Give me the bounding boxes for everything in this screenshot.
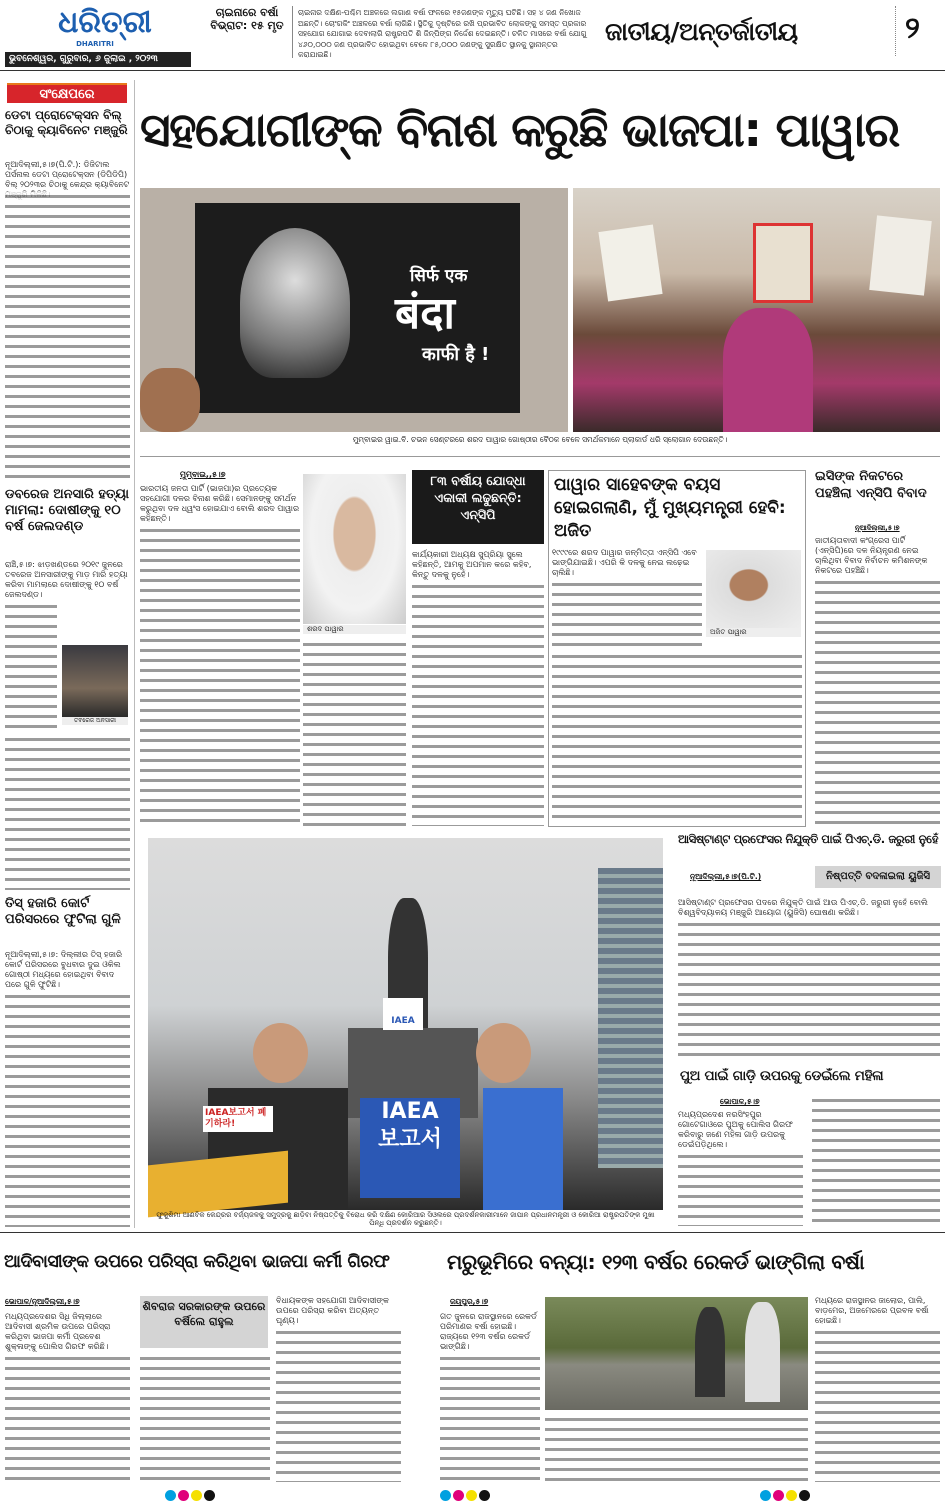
photo-caption: ଶରଦ ପାୱାର [303, 625, 406, 634]
lead-photo-supporters [573, 188, 940, 432]
page-number: ୨ [905, 11, 920, 46]
brief-photo-caption: ତବରେଜ ଅନସାରୀ [62, 717, 128, 725]
brief-body: ରାଞ୍ଚି,୫।୭: ଝାଡ଼ଖଣ୍ଡରେ ୨୦୧୯ ଜୁନରେ ତବରେଜ ଅନସାରୀଙ୍କୁ ମାଡ଼ ମାରି ହତ୍ୟା କରିବା ମାମଲାରେ ଦୋଷୀଙ୍କୁ ୧୦ ବର୍ଷ ଜେଲଦଣ୍ଡ। [5, 560, 128, 599]
divider [140, 456, 940, 457]
ajit-body-lines [552, 652, 802, 824]
flood-headline: ମରୁଭୂମିରେ ବନ୍ୟା: ୧୨୩ ବର୍ଷର ରେକର୍ଡ ଭାଙ୍ଗିଲା ବର୍ଷା [447, 1250, 865, 1274]
ajit-pawar-photo [706, 550, 801, 628]
ajit-body-lines [552, 580, 702, 650]
flood-body-lines [545, 1415, 808, 1482]
lead-photo-caption: ମୁମ୍ବାଇର ୱାଇ.ବି. ଚଭନ ସେଣ୍ଟରରେ ଶରଦ ପାୱାର ଗୋଷ୍ଠୀର ବୈଠକ ବେଳେ ସମର୍ଥକମାନେ ପ୍ଲାକାର୍ଡ ଧରି ସ୍ଲୋଗାନ ଦେଉଛନ୍ତି। [352, 435, 728, 444]
mother-headline: ପୁଅ ପାଇଁ ଗାଡ଼ି ଉପରକୁ ଡେଇଁଲେ ମହିଳା [680, 1068, 884, 1084]
quote-box: ୮୩ ବର୍ଷୀୟ ଯୋଦ୍ଧା ଏକାକୀ ଲଢୁଛନ୍ତି: ଏନ୍‌ସିପି [412, 470, 544, 544]
lead-dateline: ମୁମ୍ବାଇ,,୫।୭ [180, 470, 226, 479]
briefs-label: ସଂକ୍ଷେପରେ [7, 83, 127, 103]
color-registration-marks [440, 1486, 492, 1505]
divider [895, 6, 896, 56]
brief-body: ନୂଆଦିଲ୍ଲୀ,୫।୭: ଦିଲ୍ଲୀର ତିସ୍ ହଜାରି କୋର୍ଟ ପରିସରରେ ବୁଧବାର ଦୁଇ ଓକିଲ ଗୋଷ୍ଠୀ ମଧ୍ୟରେ ହୋଇଥିବା ବିବାଦ ପରେ ଗୁଳି ଫୁଟିଛି। [5, 950, 123, 989]
flood-dateline: ଜୟପୁର,୫।୭ [450, 1297, 489, 1306]
teaser-text: ଚାଇନାର ଦକ୍ଷିଣ-ପଶ୍ଚିମ ଅଞ୍ଚଳରେ ଲଗାଣ ବର୍ଷା ଫଳରେ ୧୫ଜଣଙ୍କ ମୃତ୍ୟୁ ଘଟିଛି। ସହ ୪ ଜଣ ନିଖୋଜ ଅଛନ୍ତି। ଚୋଂଗକିଂ ଅଞ୍ଚଳରେ ବର୍ଷା ଲାଗିଛି। ସ୍ଥିତିକୁ ଦୃଷ୍ଟିରେ ରଖି ପ୍ରଭାବିତ ଲୋକଙ୍କୁ ସମସ୍ତ ପ୍ରକାର ସହଯୋଗ ଯୋଗାଇ ଦେବାଲାଗି ରାଷ୍ଟ୍ରପତି ଶି ଜିନ୍‌ପିଙ୍ଗ ନିର୍ଦ୍ଦେଶ ଦେଇଛନ୍ତି। ଚଳିତ ମାସରେ ବର୍ଷା ଯୋଗୁ ୪୬୦,୦୦୦ ଜଣ ପ୍ରଭାବିତ ହୋଇଥିବା ବେଳେ ୮୫,୦୦୦ ଜଣଙ୍କୁ ସୁରକ୍ଷିତ ସ୍ଥାନକୁ ସ୍ଥାନାନ୍ତର କରାଯାଇଛି। [298, 8, 587, 59]
quote-body: କାର୍ଯ୍ୟକାରୀ ଅଧ୍ୟକ୍ଷ ସୁପ୍ରିୟା ସୁଲେ କହିଛନ୍ତି, ଆମକୁ ଅପମାନ କରେ କହିବ, କିନ୍ତୁ ଦଳକୁ ନୁହେଁ। [412, 550, 532, 579]
flood-body-lines [440, 1354, 540, 1482]
mother-body-lines [812, 1096, 940, 1226]
column-divider [134, 80, 135, 1228]
flood-body2: ମଧ୍ୟରେ ରାଜସ୍ଥାନର ଜାଲୋର, ପାଲି, ବାଡ଼ମେର, ଅଜମେରରେ ପ୍ରବଳ ବର୍ଷା ହୋଇଛି। [815, 1296, 929, 1325]
ec-body-lines [815, 578, 940, 826]
phd-body: ଆସିଷ୍ଟାଣ୍ଟ ପ୍ରଫେସର ପଦରେ ନିଯୁକ୍ତି ପାଇଁ ଆଉ ପିଏଚ୍‌.ଡି. ଜରୁରୀ ନୁହେଁ ବୋଲି ବିଶ୍ୱବିଦ୍ୟାଳୟ ମଞ୍ଜୁରି ଆୟୋଗ (ୟୁଜିସି) ଘୋଷଣା କରିଛି। [678, 898, 928, 917]
lead-body-lines [303, 640, 406, 826]
brief-headline: ତିସ୍ ହଜାରି କୋର୍ଟ ପରିସରରେ ଫୁଟିଲା ଗୁଳି [5, 896, 121, 927]
placard-text: काफी है ! [422, 344, 490, 365]
protest-sign: IAEA 보고서 [360, 1098, 460, 1198]
lead-photo-placard [140, 188, 568, 432]
flood-photo [545, 1297, 808, 1410]
masthead-logo: ଧରିତ୍ରୀ DHARITRI [58, 5, 152, 48]
urination-body: ମଧ୍ୟପ୍ରଦେଶର ସିଧି ଜିଲ୍ଲାରେ ଆଦିବାସୀ ଶ୍ରମିକ ଉପରେ ପରିସ୍ରା କରିଥିବା ଭାଜପା କର୍ମୀ ପ୍ରବେଶ ଶୁକ୍ଳାଙ୍କୁ ପୋଲିସ ଗିରଫ କରିଛି। [5, 1312, 111, 1351]
divider [292, 6, 293, 58]
flood-body: ଗତ ଜୁନରେ ରାଜସ୍ଥାନରେ ରେକର୍ଡ ପରିମାଣର ବର୍ଷା ହୋଇଛି। ରାଜ୍ୟରେ ୧୨୩ ବର୍ଷର ରେକର୍ଡ ଭାଙ୍ଗିଛି। [440, 1312, 537, 1351]
section-rule [0, 1232, 945, 1233]
brief-body-lines [5, 192, 130, 482]
brief-headline: ଡେଟା ପ୍ରୋଟେକ୍ସନ ବିଲ୍‌ ଚିଠାକୁ କ୍ୟାବିନେଟ ମଞ୍ଜୁରି [5, 108, 128, 137]
placard-text: सिर्फ एक [410, 266, 468, 286]
brief-headline: ଡବରେଜ ଅନସାରି ହତ୍ୟା ମାମଲା: ଦୋଷୀଙ୍କୁ ୧୦ ବର୍ଷ ଜେଲଦଣ୍ଡ [5, 487, 129, 534]
quote-body-lines [412, 582, 544, 826]
brief-photo [62, 645, 128, 717]
mother-body-lines [678, 1152, 803, 1226]
mother-dateline: ଭୋପାଳ,୫।୭ [720, 1097, 760, 1106]
ec-body: ଜାତୀୟତାବାଦୀ କଂଗ୍ରେସ ପାର୍ଟି (ଏନ୍‌ସିପି)ରେ ଦଳ ନିୟନ୍ତ୍ରଣ ନେଇ ଚାଲିଥିବା ବିବାଦ ନିର୍ବାଚନ କମିଶନଙ୍କ ନିକଟରେ ପହଞ୍ଚିଛି। [815, 536, 928, 575]
urination-body-lines [276, 1328, 401, 1482]
phd-subhead: ନିଷ୍ପତ୍ତି ବଦଳାଇଲା ୟୁଜିସି [815, 866, 941, 888]
urination-body2: ବିଧାୟକଙ୍କ ସହଯୋଗୀ ଆଦିବାସୀଙ୍କ ଉପରେ ପରିସ୍ରା କରିବା ଅତ୍ୟନ୍ତ ଘୃଣ୍ୟ। [276, 1296, 389, 1325]
protest-sign: IAEA [383, 998, 423, 1030]
brief-body: ନୂଆଦିଲ୍ଲୀ,୫।୭(ପି.ଟି.): ଡିଜିଟାଲ ପର୍ସନାଲ ଡେଟା ପ୍ରୋଟେକ୍ସନ (ଡିପିଡିପି) ବିଲ୍‌ ୨୦୨୩ର ଚିଠାକୁ କେନ୍ଦ୍ର କ୍ୟାବିନେଟ [5, 160, 130, 189]
brief-body-lines [5, 602, 57, 732]
phd-dateline: ନୂଆଦିଲ୍ଲୀ,୫।୭(ପି.ଟି.) [690, 872, 762, 881]
urination-dateline: ଭୋପାଳ/ନୂଆଦିଲ୍ଲୀ,୫।୭ [5, 1297, 80, 1306]
placard-text: बंदा [395, 288, 455, 339]
date-line: ଭୁବନେଶ୍ୱର, ଗୁରୁବାର, ୬ ଜୁଲାଇ , ୨୦୨୩ [5, 52, 191, 67]
mother-body: ମଧ୍ୟପ୍ରଦେଶ ନରସିଂହପୁର ଗୋଟେଗାଓରେ ପୁଅକୁ ପୋଲିସ ଗିରଫ କରିବାରୁ ଜଣେ ମହିଳା ଗାଡ଼ି ଉପରକୁ ଡେଇଁପଡ଼ିଥିଲେ। [678, 1110, 793, 1149]
brief-body-lines [5, 992, 130, 1227]
lead-headline: ସହଯୋଗୀଙ୍କ ବିନାଶ କରୁଛି ଭାଜପା: ପାୱାର [140, 103, 899, 158]
ajit-body: ୧୯୯୯ରେ ଶରଦ ପାୱାର ଜନ୍ମିତ୍ତା ଏନ୍‌ସିପି ଏବେ ଭାଙ୍ଗିଯାଇଛି। ଏପରି କି ଦଳକୁ ନେଇ ଲଢ଼େଇ ଚାଲିଛି। [552, 548, 697, 577]
photo-caption: ଅଜିତ ପାୱାର [706, 628, 801, 637]
color-registration-marks [760, 1486, 812, 1505]
masthead-rule [0, 70, 945, 71]
brief-body-lines [5, 735, 130, 890]
teaser-title: ଚାଇନାରେ ବର୍ଷା ବିଭ୍ରାଟ: ୧୫ ମୃତ [210, 6, 284, 32]
section-title: ଜାତୀୟ/ଅନ୍ତର୍ଜାତୀୟ [605, 17, 798, 46]
flood-body-lines [815, 1328, 940, 1482]
ajit-headline: ପାୱାର ସାହେବଙ୍କ ବୟସ ହୋଇଗଲାଣି, ମୁଁ ମୁଖ୍ୟମନ୍ତ୍ରୀ ହେବି: ଅଜିତ [554, 475, 786, 541]
color-registration-marks [165, 1486, 217, 1505]
rahul-subhead: ଶିବରାଜ ସରକାରଙ୍କ ଉପରେ ବର୍ଷିଲେ ରାହୁଲ [140, 1296, 268, 1348]
iaea-photo-caption: ଫୁକୁଶିମା ଆଣବିକ କେନ୍ଦ୍ରର ବର୍ଜ୍ୟଜଳକୁ ସମୁଦ୍ରକୁ ଛାଡ଼ିବା ନିଷ୍ପତ୍ତିକୁ ବିରୋଧ କରି ଦକ୍ଷିଣ କୋରିଆର ସିଓଲରେ ପ୍ରଦର୍ଶନକାରୀମାନେ ଜାପାନ ପ୍ରଧାନମନ୍ତ୍ରୀ ଓ କୋରିଆ ରାଷ୍ଟ୍ରପତିଙ୍କ ମୁଖା ପିନ୍ଧି ପ୍ରଦର୍ଶନ କରୁଛନ୍ତି। [156, 1211, 655, 1227]
urination-body-lines [5, 1354, 130, 1482]
urination-body-lines [140, 1354, 270, 1482]
protest-sign: IAEA보고서 폐기하라! [203, 1106, 273, 1132]
iaea-protest-photo [148, 838, 663, 1210]
phd-headline: ଆସିଷ୍ଟାଣ୍ଟ ପ୍ରଫେସର ନିଯୁକ୍ତି ପାଇଁ ପିଏଚ୍‌.ଡି. ଜରୁରୀ ନୁହେଁ [678, 832, 939, 846]
sharad-pawar-photo [303, 474, 406, 624]
lead-body: ଭାରତୀୟ ଜନତା ପାର୍ଟି (ଭାଜପା)ର ପ୍ରତ୍ୟେକ ସହଯୋଗୀ ଦଳର ବିନାଶ କରିଛି। ସେମାନଙ୍କୁ ସମର୍ଥନ କରୁଥିବା ଦଳ ଧ୍ୱଂସ ହୋଇଯାଏ ବୋଲି ଶରଦ ପାୱାର କହିଛନ୍ତି। [140, 484, 300, 523]
ec-headline: ଇସିଙ୍କ ନିକଟରେ ପହଞ୍ଚିଲା ଏନ୍‌ସିପି ବିବାଦ [815, 469, 927, 501]
ec-dateline: ନୂଆଦିଲ୍ଲୀ,୫।୭ [855, 524, 900, 532]
phd-body-lines [678, 920, 940, 1056]
lead-body-lines [140, 526, 300, 826]
urination-headline: ଆଦିବାସୀଙ୍କ ଉପରେ ପରିସ୍ରା କରିଥିବା ଭାଜପା କର୍ମୀ ଗିରଫ [4, 1252, 390, 1272]
